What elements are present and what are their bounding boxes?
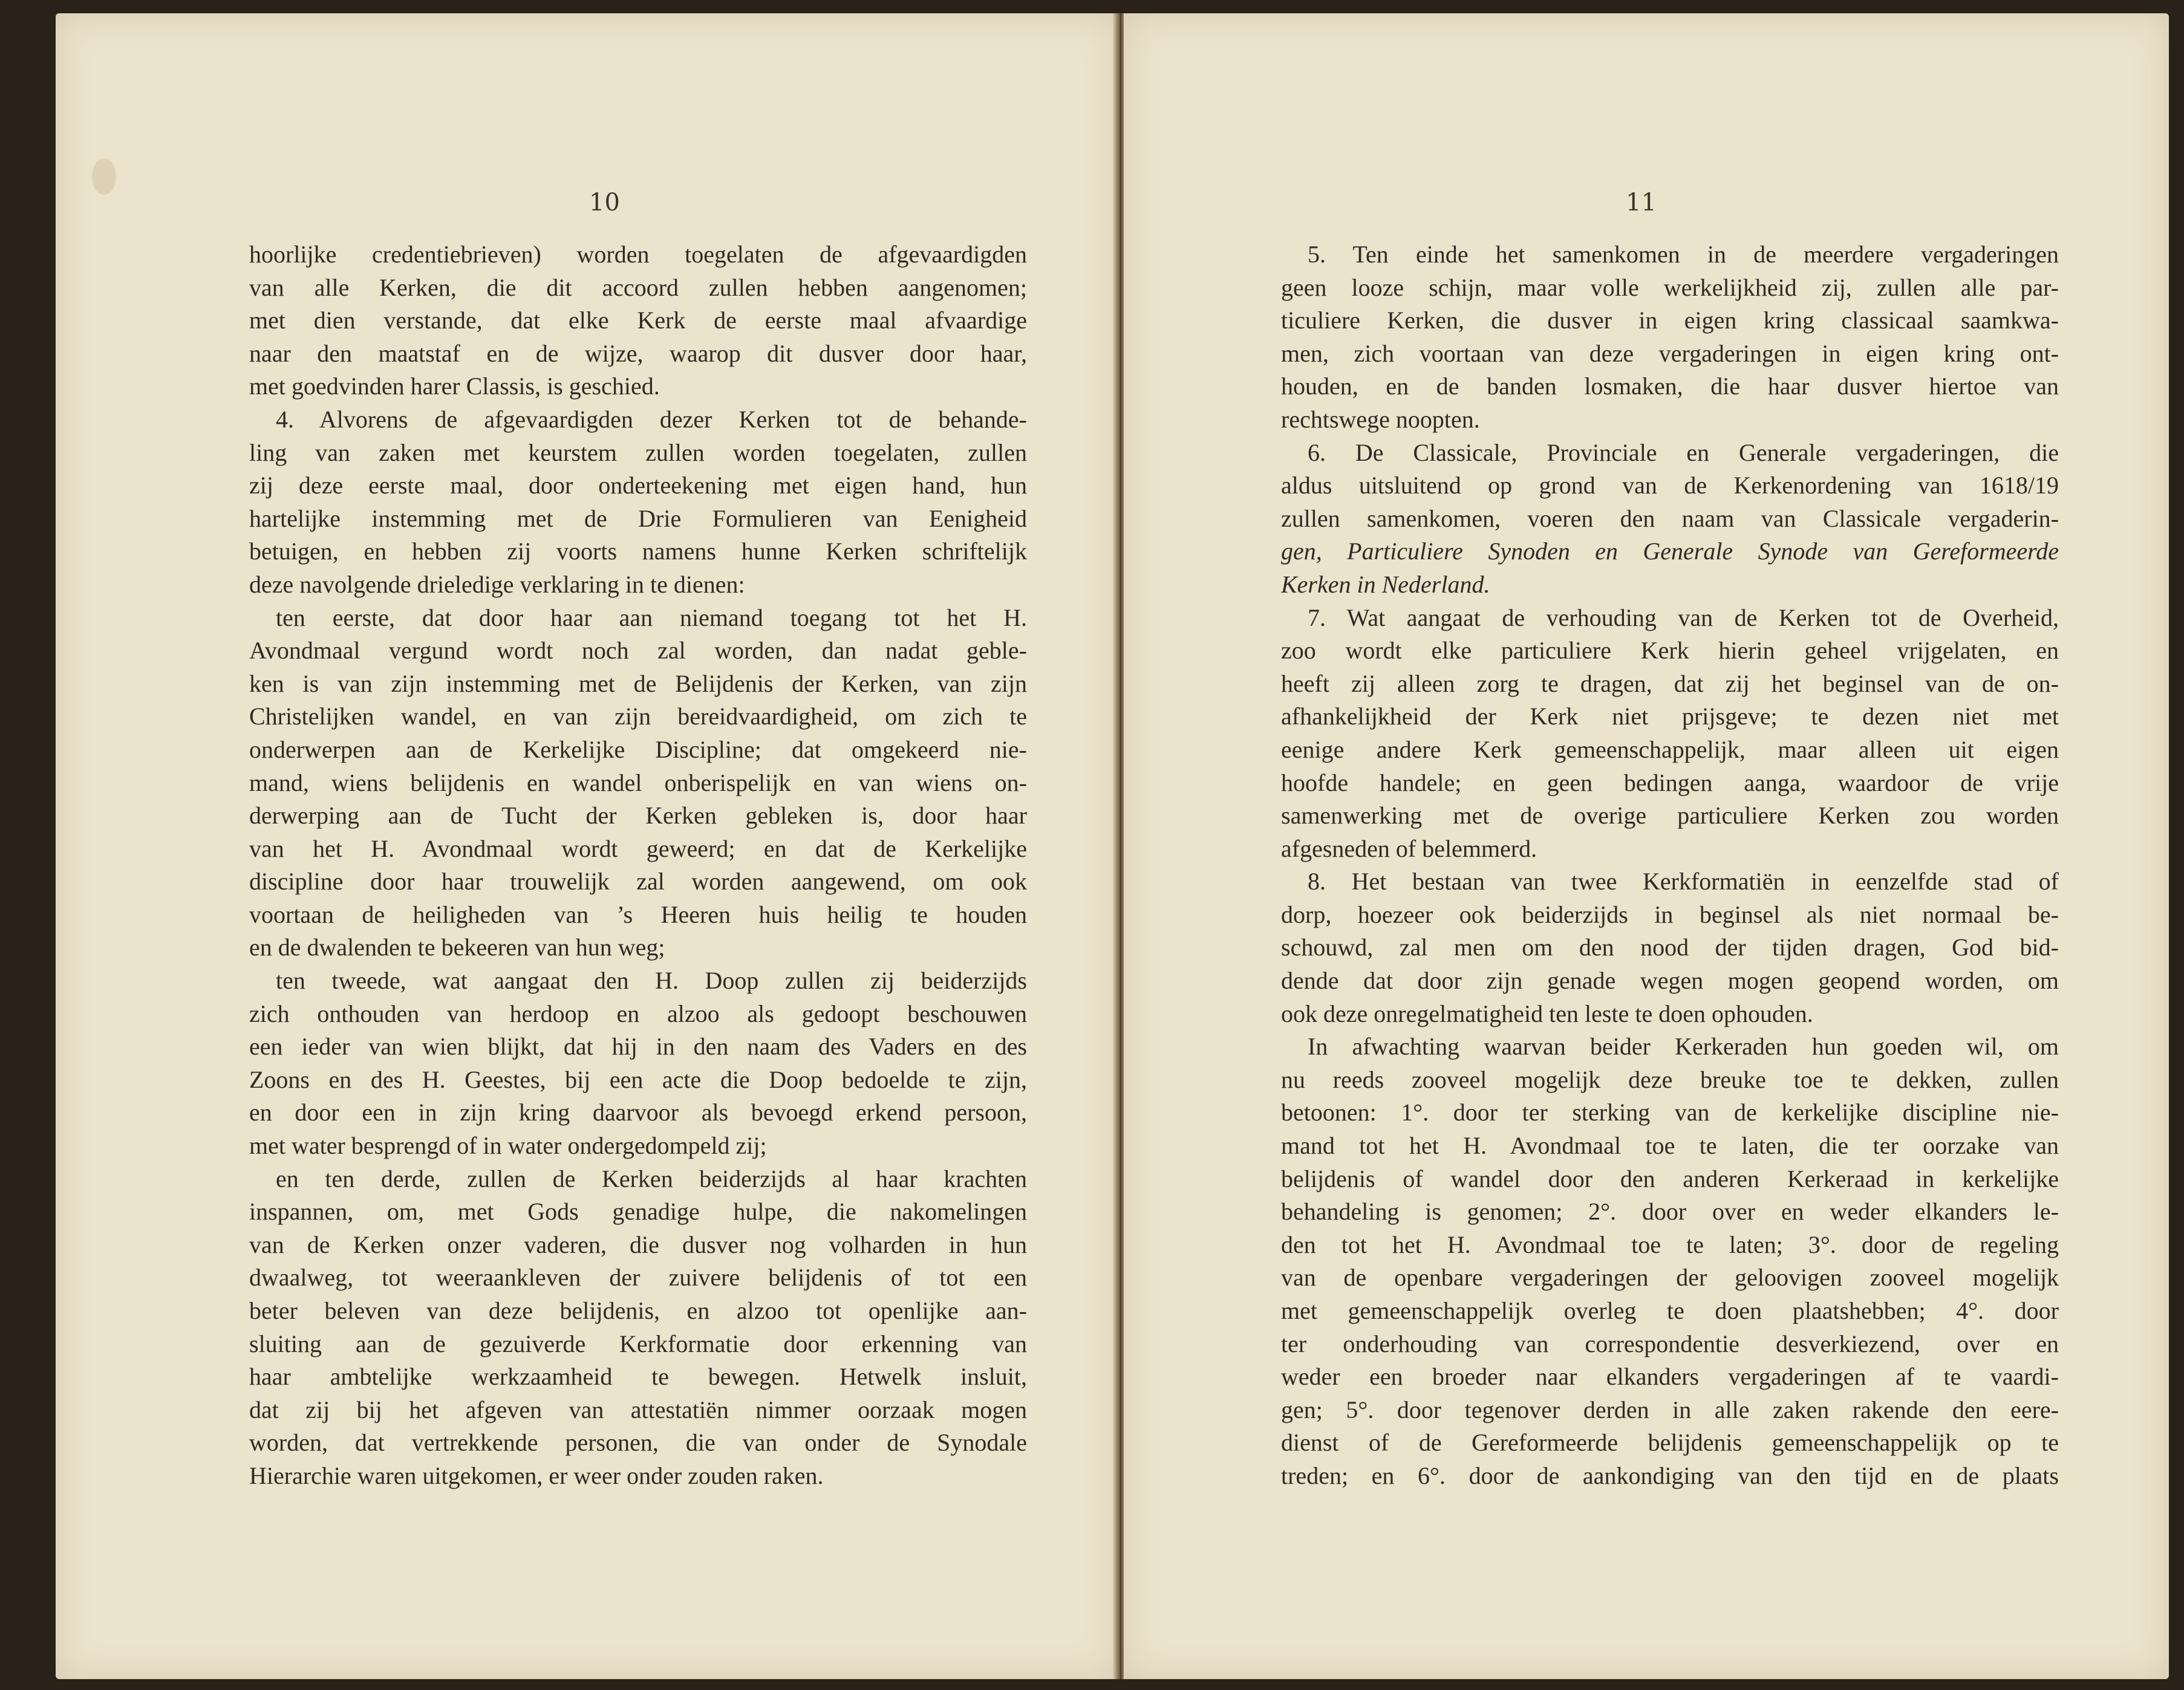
text-line: belijdenis of wandel door den anderen Kerkeraad in kerkelijke — [1281, 1165, 2059, 1192]
text-line: mand, wiens belijdenis en wandel onberispelijk en van wiens on- — [249, 769, 1027, 796]
text-line: ling van zaken met keurstem zullen worden toegelaten, zullen — [249, 438, 1027, 466]
text-line: met gemeenschappelijk overleg te doen plaatshebben; 4°. door — [1281, 1297, 2059, 1324]
text-line: rechtswege noopten. — [1281, 405, 1480, 433]
text-line: dwaalweg, tot weeraankleven der zuivere belijdenis of tot een — [249, 1264, 1027, 1292]
left-page-text — [249, 238, 1027, 1493]
text-line: zoo wordt elke particuliere Kerk hierin geheel vrijgelaten, en — [1281, 637, 2059, 665]
text-line: afgesneden of belemmerd. — [1281, 834, 1537, 862]
text-line: ticuliere Kerken, die dusver in eigen kring classicaal saamkwa- — [1281, 307, 2059, 334]
text-line: zij deze eerste maal, door onderteekening met eigen hand, hun — [249, 472, 1027, 499]
text-line: inspannen, om, met Gods genadige hulpe, die nakomelingen — [249, 1198, 1027, 1226]
text-line: beter beleven van deze belijdenis, en alzoo tot openlijke aan- — [249, 1297, 1027, 1324]
text-line: zullen samenkomen, voeren den naam van Classicale vergaderin- — [1281, 504, 2059, 532]
text-line: van de openbare vergaderingen der geloovigen zooveel mogelijk — [1281, 1264, 2059, 1292]
text-line: 7. Wat aangaat de verhouding van de Kerken tot de Overheid, — [1308, 603, 2059, 631]
text-line: 6. De Classicale, Provinciale en Generale vergaderingen, die — [1308, 438, 2059, 466]
text-line: dende dat door zijn genade wegen mogen geopend worden, om — [1281, 967, 2059, 995]
text-line: hartelijke instemming met de Drie Formulieren van Eenigheid — [249, 504, 1027, 532]
text-line: geen looze schijn, maar volle werkelijkheid zij, zullen alle par- — [1281, 273, 2059, 301]
text-line: met dien verstande, dat elke Kerk de eerste maal afvaardige — [249, 307, 1027, 334]
text-line: hoofde handele; en geen bedingen aanga, waardoor de vrije — [1281, 769, 2059, 796]
text-line: en door een in zijn kring daarvoor als bevoegd erkend persoon, — [249, 1099, 1027, 1126]
text-line: worden, dat vertrekkende personen, die van onder de Synodale — [249, 1429, 1027, 1457]
text-line: ken is van zijn instemming met de Belijdenis der Kerken, van zijn — [249, 669, 1027, 697]
text-line: ook deze onregelmatigheid ten leste te doen ophouden. — [1281, 999, 1813, 1027]
text-line: Hierarchie waren uitgekomen, er weer onder zouden raken. — [249, 1461, 824, 1489]
text-line: 4. Alvorens de afgevaardigden dezer Kerken tot de behande- — [276, 405, 1027, 433]
text-line: en de dwalenden te bekeeren van hun weg; — [249, 934, 665, 961]
text-line: van de Kerken onzer vaderen, die dusver nog volharden in hun — [249, 1230, 1027, 1258]
paper-stain — [92, 158, 116, 195]
text-line: van het H. Avondmaal wordt geweerd; en dat de Kerkelijke — [249, 834, 1027, 862]
text-line: discipline door haar trouwelijk zal worden aangewend, om ook — [249, 868, 1027, 895]
text-line: haar ambtelijke werkzaamheid te bewegen. Hetwelk insluit, — [249, 1363, 1027, 1391]
text-line: deze navolgende drieledige verklaring in te dienen: — [249, 570, 745, 598]
text-line: gen; 5°. door tegenover derden in alle zaken rakende den eere- — [1281, 1396, 2059, 1423]
text-line: Avondmaal vergund wordt noch zal worden, dan nadat geble- — [249, 637, 1027, 665]
text-line: en ten derde, zullen de Kerken beiderzijds al haar krachten — [276, 1165, 1027, 1192]
text-line: weder een broeder naar elkanders vergaderingen af te vaardi- — [1281, 1363, 2059, 1391]
text-line: heeft zij alleen zorg te dragen, dat zij het beginsel van de on- — [1281, 669, 2059, 697]
text-line: houden, en de banden losmaken, die haar dusver hiertoe van — [1281, 372, 2059, 400]
right-page-text — [1281, 238, 2059, 1493]
text-line: van alle Kerken, die dit accoord zullen hebben aangenomen; — [249, 273, 1027, 301]
text-line: afhankelijkheid der Kerk niet prijsgeve; te dezen niet met — [1281, 703, 2059, 730]
page-number-right: 11 — [1626, 189, 1657, 216]
text-line: een ieder van wien blijkt, dat hij in den naam des Vaders en des — [249, 1033, 1027, 1061]
text-line: ter onderhouding van correspondentie desverkiezend, over en — [1281, 1330, 2059, 1357]
text-line: ten tweede, wat aangaat den H. Doop zullen zij beiderzijds — [276, 967, 1027, 995]
text-line: met water besprengd of in water ondergedompeld zij; — [249, 1132, 767, 1160]
text-line: men, zich voortaan van deze vergaderingen in eigen kring ont- — [1281, 339, 2059, 367]
text-line: Christelijken wandel, en van zijn bereidvaardigheid, om zich te — [249, 703, 1027, 730]
page-number-left: 10 — [589, 189, 620, 216]
text-line: nu reeds zooveel mogelijk deze breuke toe te dekken, zullen — [1281, 1065, 2059, 1093]
text-line: 8. Het bestaan van twee Kerkformatiën in eenzelfde stad of — [1308, 868, 2059, 895]
text-line: In afwachting waarvan beider Kerkeraden hun goeden wil, om — [1308, 1033, 2059, 1061]
text-line: hoorlijke credentiebrieven) worden toegelaten de afgevaardigden — [249, 241, 1027, 268]
text-line: aldus uitsluitend op grond van de Kerkenordening van 1618/19 — [1281, 472, 2059, 499]
text-line: behandeling is genomen; 2°. door over en weder elkanders le- — [1281, 1198, 2059, 1226]
text-line: betuigen, en hebben zij voorts namens hunne Kerken schriftelijk — [249, 538, 1027, 565]
text-line: treden; en 6°. door de aankondiging van den tijd en de plaats — [1281, 1461, 2059, 1489]
text-line: sluiting aan de gezuiverde Kerkformatie door erkenning van — [249, 1330, 1027, 1357]
text-line: zich onthouden van herdoop en alzoo als gedoopt beschouwen — [249, 999, 1027, 1027]
text-line: met goedvinden harer Classis, is geschied. — [249, 372, 660, 400]
text-line: ten eerste, dat door haar aan niemand toegang tot het H. — [276, 603, 1027, 631]
text-line: betoonen: 1°. door ter sterking van de kerkelijke discipline nie- — [1281, 1099, 2059, 1126]
text-line: dienst of de Gereformeerde belijdenis gemeenschappelijk op te — [1281, 1429, 2059, 1457]
text-line: gen, Particuliere Synoden en Generale Synode van Gereformeerde — [1281, 538, 2059, 565]
text-line: naar den maatstaf en de wijze, waarop dit dusver door haar, — [249, 339, 1027, 367]
text-line: den tot het H. Avondmaal toe te laten; 3°. door de regeling — [1281, 1230, 2059, 1258]
text-line: samenwerking met de overige particuliere Kerken zou worden — [1281, 802, 2059, 830]
text-line: dat zij bij het afgeven van attestatiën nimmer oorzaak mogen — [249, 1396, 1027, 1423]
text-line: Kerken in Nederland. — [1281, 570, 1490, 598]
text-line: 5. Ten einde het samenkomen in de meerdere vergaderingen — [1308, 241, 2059, 268]
text-line: schouwd, zal men om den nood der tijden dragen, God bid- — [1281, 934, 2059, 961]
text-line: derwerping aan de Tucht der Kerken gebleken is, door haar — [249, 802, 1027, 830]
left-page — [56, 13, 1119, 1679]
text-line: eenige andere Kerk gemeenschappelijk, maar alleen uit eigen — [1281, 735, 2059, 763]
text-line: Zoons en des H. Geestes, bij een acte die Doop bedoelde te zijn, — [249, 1065, 1027, 1093]
text-line: voortaan de heiligheden van ’s Heeren huis heilig te houden — [249, 900, 1027, 928]
text-line: onderwerpen aan de Kerkelijke Discipline; dat omgekeerd nie- — [249, 735, 1027, 763]
text-line: mand tot het H. Avondmaal toe te laten, die ter oorzake van — [1281, 1132, 2059, 1160]
text-line: dorp, hoezeer ook beiderzijds in beginsel als niet normaal be- — [1281, 900, 2059, 928]
right-page — [1124, 13, 2169, 1679]
